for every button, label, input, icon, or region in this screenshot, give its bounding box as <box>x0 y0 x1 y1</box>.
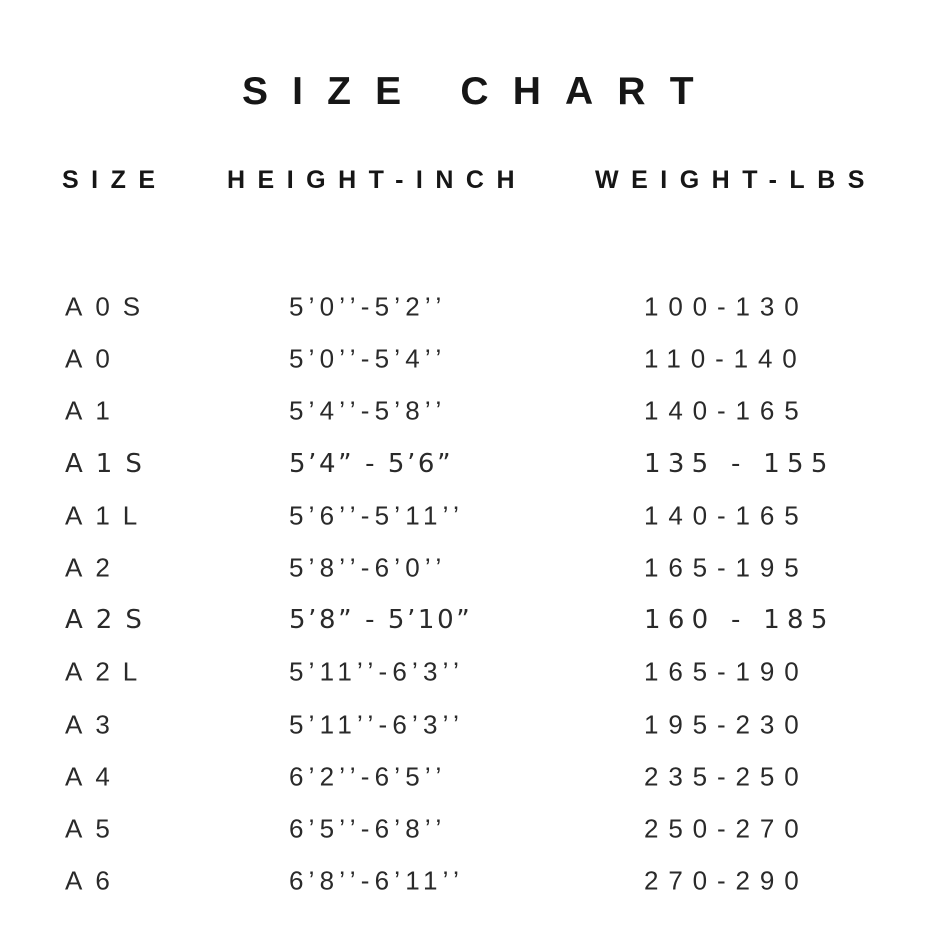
weight-cell: 235-250 <box>644 761 809 792</box>
size-table <box>0 281 948 907</box>
height-cell: 5’4” - 5’6” <box>289 448 454 479</box>
table-row <box>0 385 948 437</box>
weight-cell: 250-270 <box>644 813 809 844</box>
header-weight: WEIGHT-LBS <box>595 166 877 194</box>
height-cell: 6’2’’-6’5’’ <box>289 761 447 792</box>
size-cell: A2 <box>65 552 123 583</box>
size-cell: A0S <box>65 291 154 322</box>
table-row <box>0 855 948 907</box>
size-cell: A2S <box>65 605 155 636</box>
weight-cell: 140-165 <box>644 395 809 426</box>
height-cell: 5’8’’-6’0’’ <box>289 552 447 583</box>
height-cell: 5’4’’-5’8’’ <box>289 395 447 426</box>
weight-cell: 110-140 <box>644 343 807 374</box>
height-cell: 5’0’’-5’2’’ <box>289 291 447 322</box>
table-row <box>0 699 948 751</box>
header-size: SIZE <box>62 166 168 194</box>
table-row <box>0 751 948 803</box>
table-row <box>0 594 948 646</box>
size-cell: A0 <box>65 343 123 374</box>
table-row <box>0 281 948 333</box>
size-cell: A1S <box>65 448 155 479</box>
table-row <box>0 646 948 698</box>
weight-cell: 160 - 185 <box>644 605 835 636</box>
height-cell: 6’8’’-6’11’’ <box>289 865 465 896</box>
height-cell: 6’5’’-6’8’’ <box>289 813 447 844</box>
height-cell: 5’11’’-6’3’’ <box>289 656 465 687</box>
size-cell: A1L <box>65 500 151 531</box>
size-cell: A1 <box>65 395 123 426</box>
weight-cell: 135 - 155 <box>644 448 835 479</box>
page-title: SIZE CHART <box>241 70 718 113</box>
weight-cell: 100-130 <box>644 291 809 322</box>
size-cell: A2L <box>65 656 151 687</box>
weight-cell: 270-290 <box>644 865 809 896</box>
weight-cell: 165-195 <box>644 552 809 583</box>
height-cell: 5’0’’-5’4’’ <box>289 343 447 374</box>
size-cell: A5 <box>65 813 123 844</box>
size-cell: A4 <box>65 761 123 792</box>
table-row <box>0 490 948 542</box>
table-row <box>0 438 948 490</box>
height-cell: 5’11’’-6’3’’ <box>289 709 465 740</box>
size-cell: A6 <box>65 865 123 896</box>
weight-cell: 165-190 <box>644 656 809 687</box>
weight-cell: 195-230 <box>644 709 809 740</box>
weight-cell: 140-165 <box>644 500 809 531</box>
height-cell: 5’6’’-5’11’’ <box>289 500 465 531</box>
size-cell: A3 <box>65 709 123 740</box>
height-cell: 5’8” - 5’10” <box>289 605 473 636</box>
header-height: HEIGHT-INCH <box>227 166 527 194</box>
table-row <box>0 803 948 855</box>
table-row <box>0 542 948 594</box>
table-row <box>0 333 948 385</box>
